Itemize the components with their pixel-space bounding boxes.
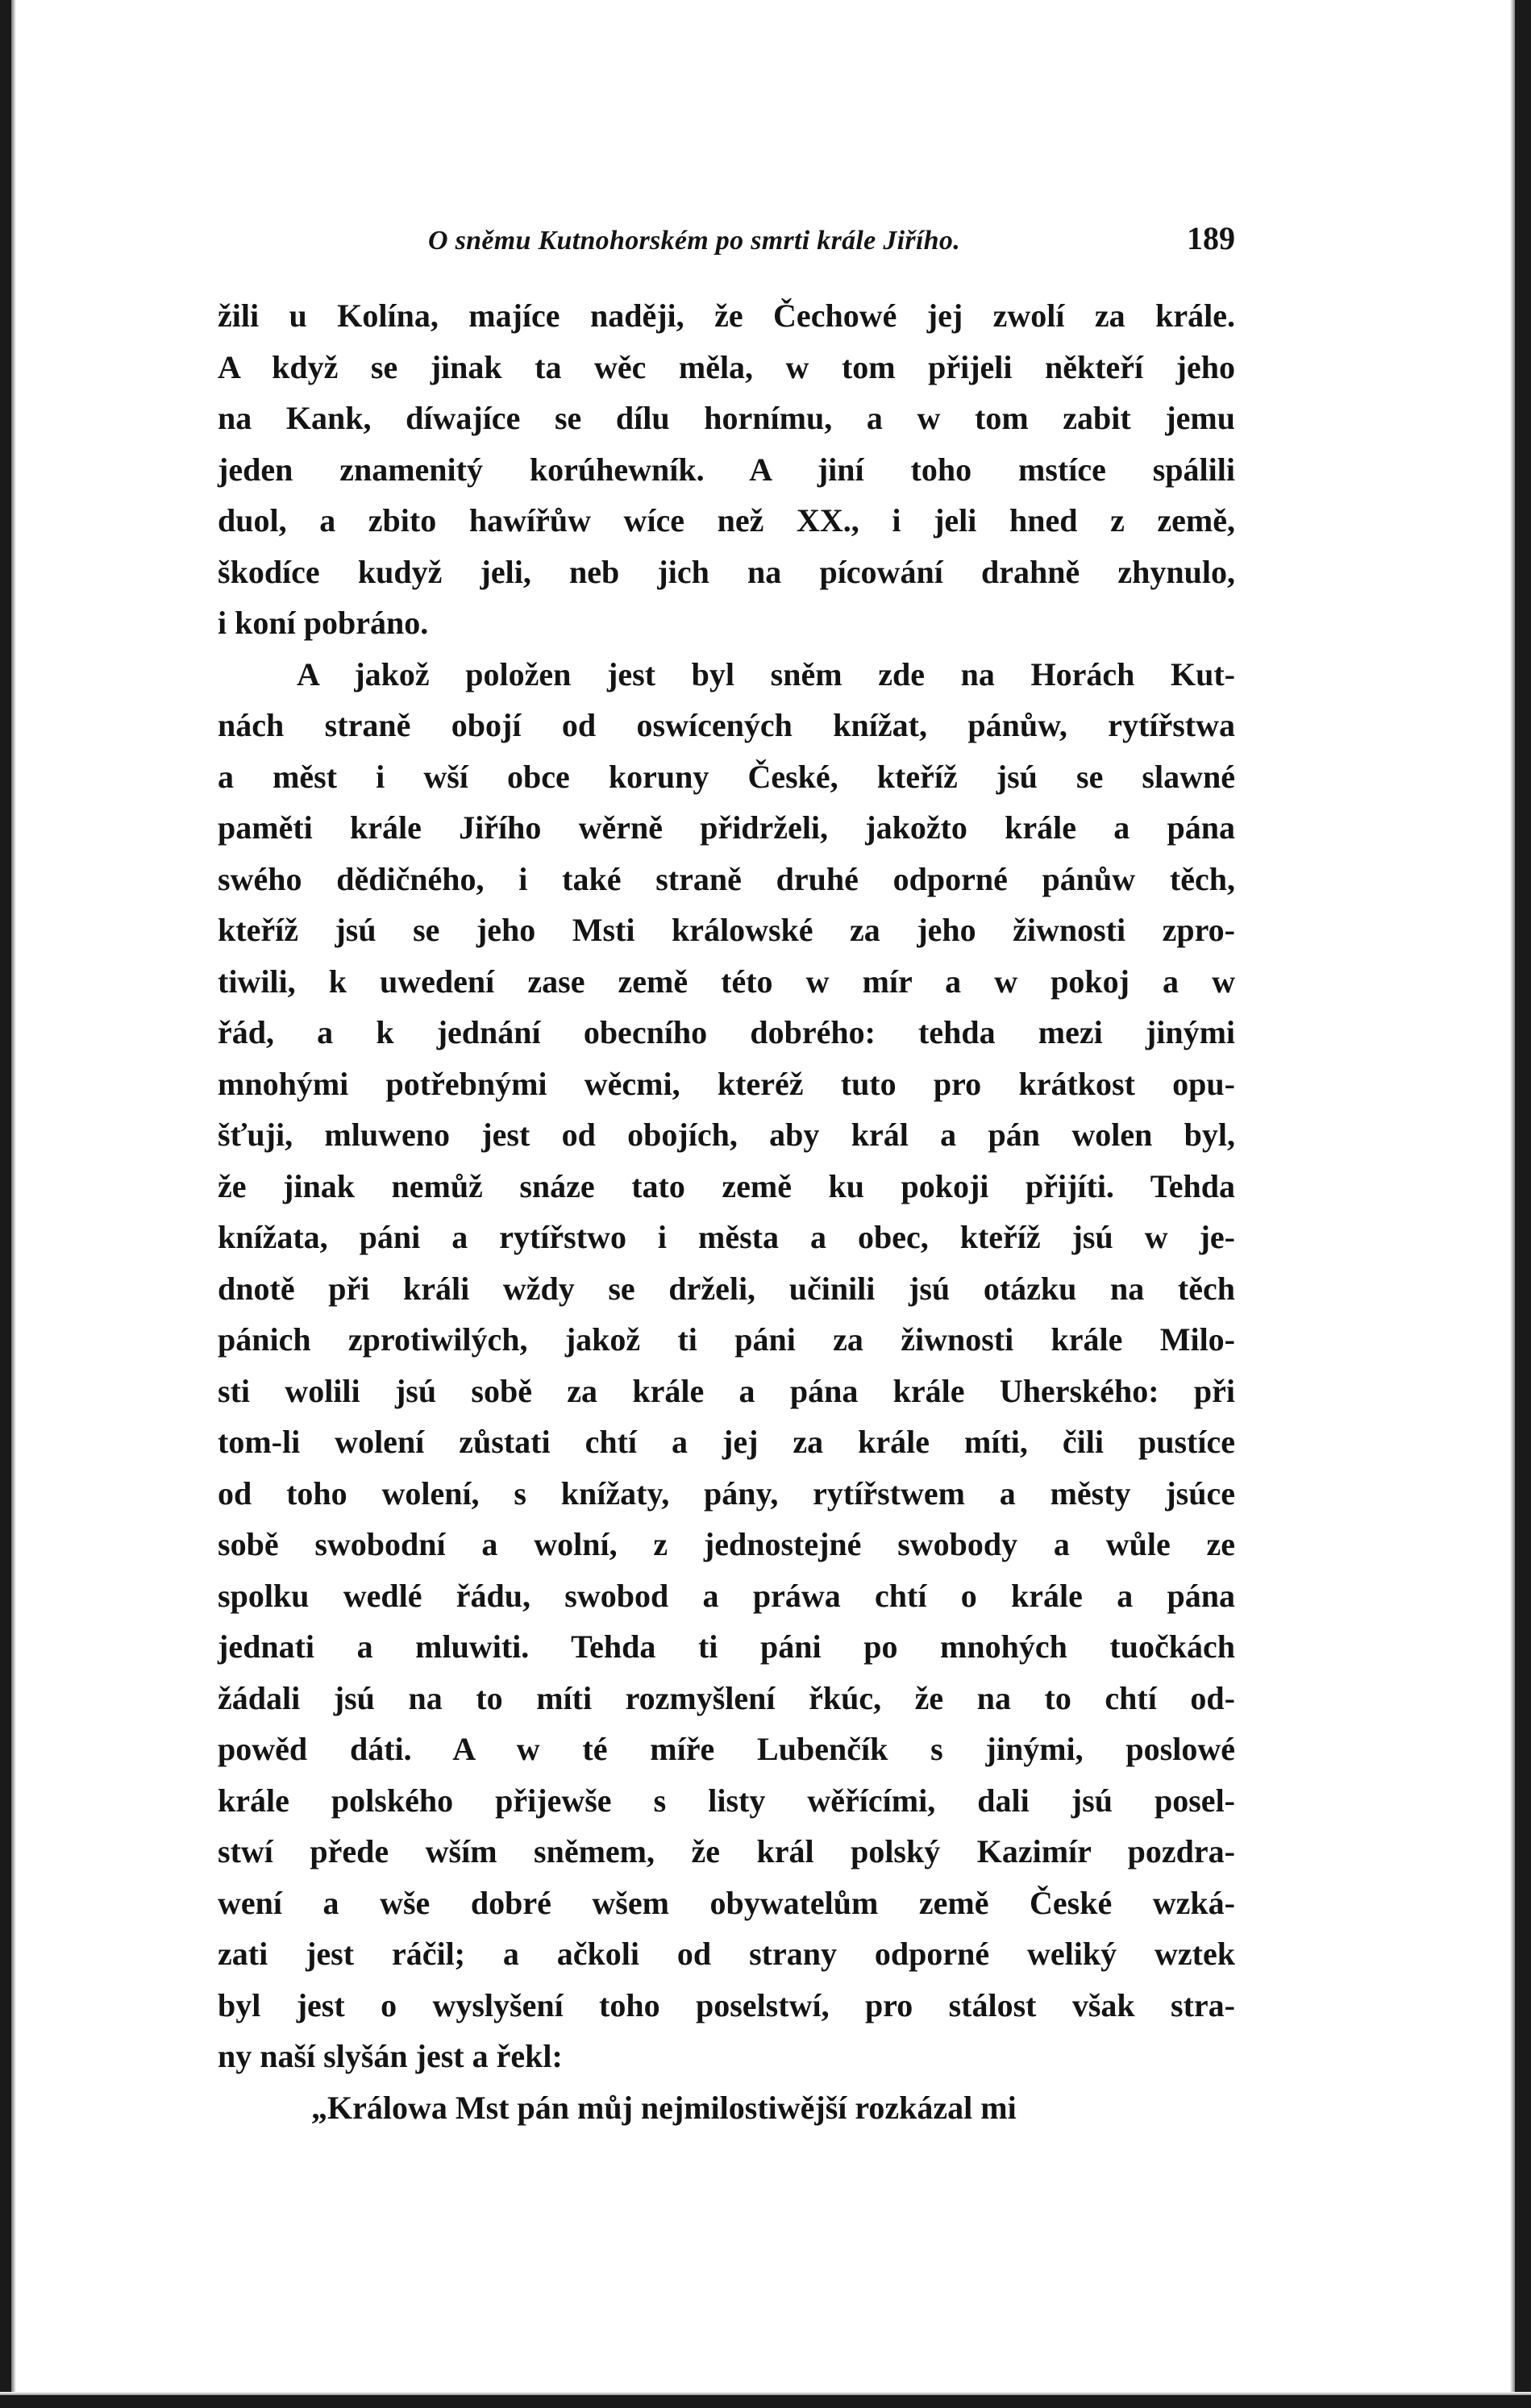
- text-line: powěd dáti. A w té míře Lubenčík s jinými, poslowé: [218, 1731, 1235, 1767]
- paragraph: [218, 290, 1235, 649]
- text-line: „Králowa Mst pán můj nejmilostiwější rozkázal mi: [311, 2089, 1017, 2126]
- text-line: A když se jinak ta wěc měla, w tom přijeli někteří jeho: [218, 348, 1235, 385]
- text-line: i koní pobráno.: [218, 605, 429, 641]
- scan-edge-bottom: [0, 2395, 1531, 2408]
- text-line: žili u Kolína, majíce naději, že Čechowé jej zwolí za krále.: [218, 297, 1235, 334]
- text-line: žádali jsú na to míti rozmyšlení řkúc, že na to chtí od-: [218, 1679, 1235, 1716]
- text-line: swého dědičného, i také straně druhé odporné pánůw těch,: [218, 860, 1235, 897]
- text-line: že jinak nemůž snáze tato země ku pokoji přijíti. Tehda: [218, 1167, 1235, 1204]
- text-line: zati jest ráčil; a ačkoli od strany odporné weliký wztek: [218, 1936, 1235, 1972]
- text-line: sobě swobodní a wolní, z jednostejné swobody a wůle ze: [218, 1526, 1235, 1562]
- text-line: tom-li wolení zůstati chtí a jej za krále míti, čili pustíce: [218, 1424, 1235, 1460]
- scan-edge-left-shade: [11, 0, 16, 2408]
- text-line: kteříž jsú se jeho Msti králowské za jeho žiwnosti zpro-: [218, 912, 1235, 948]
- scan-edge-left: [0, 0, 11, 2408]
- text-line: A jakož položen jest byl sněm zde na Horách Kut-: [297, 655, 1235, 692]
- text-line: knížata, páni a rytířstwo i města a obec, kteříž jsú w je-: [218, 1219, 1235, 1255]
- scan-edge-right: [1515, 0, 1531, 2408]
- text-line: šťuji, mluweno jest od obojích, aby král a pán wolen byl,: [218, 1117, 1235, 1153]
- running-head: [218, 219, 1235, 268]
- text-line: škodíce kudyž jeli, neb jich na pícowání drahně zhynulo,: [218, 553, 1235, 590]
- text-line: ny naší slyšán jest a řekl:: [218, 2038, 563, 2074]
- text-line: dnotě při králi wždy se drželi, učinili jsú otázku na těch: [218, 1270, 1235, 1307]
- text-line: stwí přede wším sněmem, že král polský Kazimír pozdra-: [218, 1833, 1235, 1869]
- text-line: spolku wedlé řádu, swobod a práwa chtí o krále a pána: [218, 1577, 1235, 1614]
- text-line: byl jest o wyslyšení toho poselstwí, pro stálost však stra-: [218, 1986, 1235, 2023]
- text-line: nách straně obojí od oswícených knížat, pánůw, rytířstwa: [218, 707, 1235, 743]
- scan-edge-right-shade: [1510, 0, 1515, 2408]
- text-line: řád, a k jednání obecního dobrého: tehda mezi jinými: [218, 1014, 1235, 1050]
- text-line: jeden znamenitý korúhewník. A jiní toho mstíce spálili: [218, 451, 1235, 488]
- text-line: od toho wolení, s knížaty, pány, rytířstwem a městy jsúce: [218, 1474, 1235, 1512]
- book-page: [218, 219, 1235, 2133]
- text-line: mnohými potřebnými wěcmi, kteréž tuto pro krátkost opu-: [218, 1065, 1235, 1102]
- text-line: na Kank, díwajíce se dílu hornímu, a w tom zabit jemu: [218, 400, 1235, 436]
- text-line: wení a wše dobré wšem obywatelům země České wzká-: [218, 1884, 1235, 1921]
- text-line: a měst i wší obce koruny České, kteříž jsú se slawné: [218, 758, 1235, 795]
- text-line: jednati a mluwiti. Tehda ti páni po mnohých tuočkách: [218, 1628, 1235, 1665]
- page-number: 189: [1187, 220, 1235, 256]
- running-title: O sněmu Kutnohorském po smrti krále Jiřího.: [428, 226, 960, 256]
- paragraph: [218, 2082, 1235, 2134]
- text-line: pánich zprotiwilých, jakož ti páni za žiwnosti krále Milo-: [218, 1321, 1235, 1358]
- text-line: krále polského přijewše s listy wěřícími, dali jsú posel-: [218, 1782, 1235, 1819]
- text-line: sti wolili jsú sobě za krále a pána krále Uherského: při: [218, 1372, 1235, 1409]
- text-line: duol, a zbito hawířůw wíce než XX., i jeli hned z země,: [218, 502, 1235, 539]
- text-line: tiwili, k uwedení zase země této w mír a w pokoj a w: [218, 963, 1235, 1000]
- text-line: paměti krále Jiřího wěrně přidrželi, jakožto krále a pána: [218, 809, 1235, 846]
- body-text: [218, 290, 1235, 2133]
- paragraph: [218, 649, 1235, 2082]
